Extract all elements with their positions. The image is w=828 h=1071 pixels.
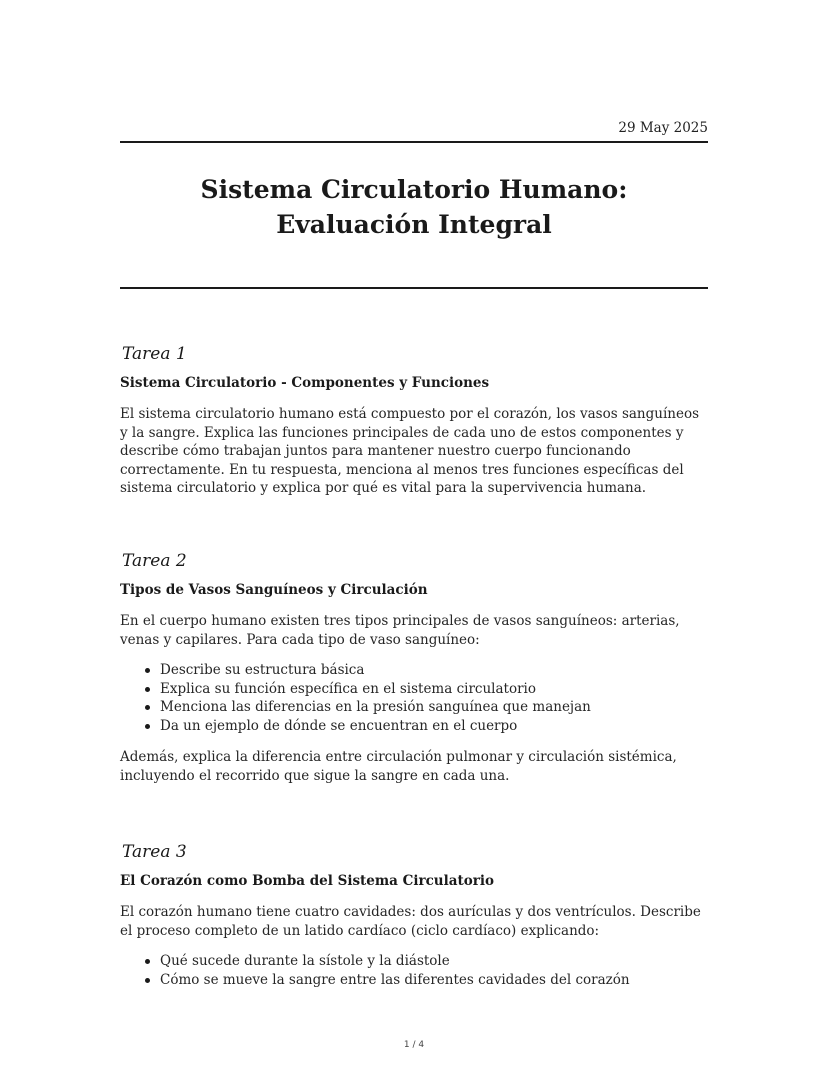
list-item <box>120 717 708 736</box>
list-item-text: Qué sucede durante la sístole y la diástole <box>160 953 450 969</box>
bullet-icon <box>145 687 150 692</box>
document-date: 29 May 2025 <box>618 120 708 136</box>
task-bullet-list <box>120 952 708 989</box>
header-divider <box>120 141 708 143</box>
page-indicator: 1 / 4 <box>403 1040 425 1050</box>
task-paragraph: El sistema circulatorio humano está compuesto por el corazón, los vasos sanguíneos y la sangre. Explica las funciones principales de cada uno de estos componentes y describe cómo trabajan juntos para mantener nuestro cuerpo funcionando correctamente. En tu respuesta, menciona al menos tres funciones específicas del sistema circulatorio y explica por qué es vital para la supervivencia humana. <box>120 406 700 496</box>
task-intro: El corazón humano tiene cuatro cavidades: dos aurículas y dos ventrículos. Describe el proceso completo de un latido cardíaco (ciclo cardíaco) explicando: <box>120 904 701 939</box>
bullet-icon <box>145 724 150 729</box>
bullet-icon <box>145 978 150 983</box>
list-item <box>120 661 708 680</box>
list-item-text: Menciona las diferencias en la presión sanguínea que manejan <box>160 699 591 715</box>
task-section-3 <box>120 841 708 989</box>
list-item-text: Explica su función específica en el sistema circulatorio <box>160 680 536 697</box>
task-label: Tarea 2 <box>122 551 187 571</box>
task-intro: En el cuerpo humano existen tres tipos principales de vasos sanguíneos: arterias, venas y capilares. Para cada tipo de vaso sanguíneo: <box>120 613 680 648</box>
task-section-2 <box>120 550 708 785</box>
title-divider <box>120 287 708 289</box>
task-heading: Sistema Circulatorio - Componentes y Funciones <box>120 375 490 391</box>
list-item <box>120 680 708 699</box>
bullet-icon <box>145 668 150 673</box>
bullet-icon <box>145 705 150 710</box>
task-heading: Tipos de Vasos Sanguíneos y Circulación <box>120 582 428 598</box>
list-item <box>120 952 708 971</box>
document-title: Sistema Circulatorio Humano: Evaluación Integral <box>200 175 628 239</box>
document-page <box>120 0 708 1071</box>
task-label: Tarea 1 <box>122 344 187 364</box>
task-heading: El Corazón como Bomba del Sistema Circulatorio <box>120 873 494 889</box>
list-item-text: Cómo se mueve la sangre entre las diferentes cavidades del corazón <box>160 971 630 988</box>
list-item <box>120 971 708 990</box>
list-item-text: Da un ejemplo de dónde se encuentran en el cuerpo <box>160 717 518 734</box>
task-bullet-list <box>120 661 708 735</box>
task-section-1 <box>120 343 708 498</box>
list-item-text: Describe su estructura básica <box>160 662 365 678</box>
list-item <box>120 698 708 717</box>
task-label: Tarea 3 <box>122 842 187 862</box>
bullet-icon <box>145 959 150 964</box>
task-outro: Además, explica la diferencia entre circulación pulmonar y circulación sistémica, incluyendo el recorrido que sigue la sangre en cada una. <box>120 749 677 784</box>
